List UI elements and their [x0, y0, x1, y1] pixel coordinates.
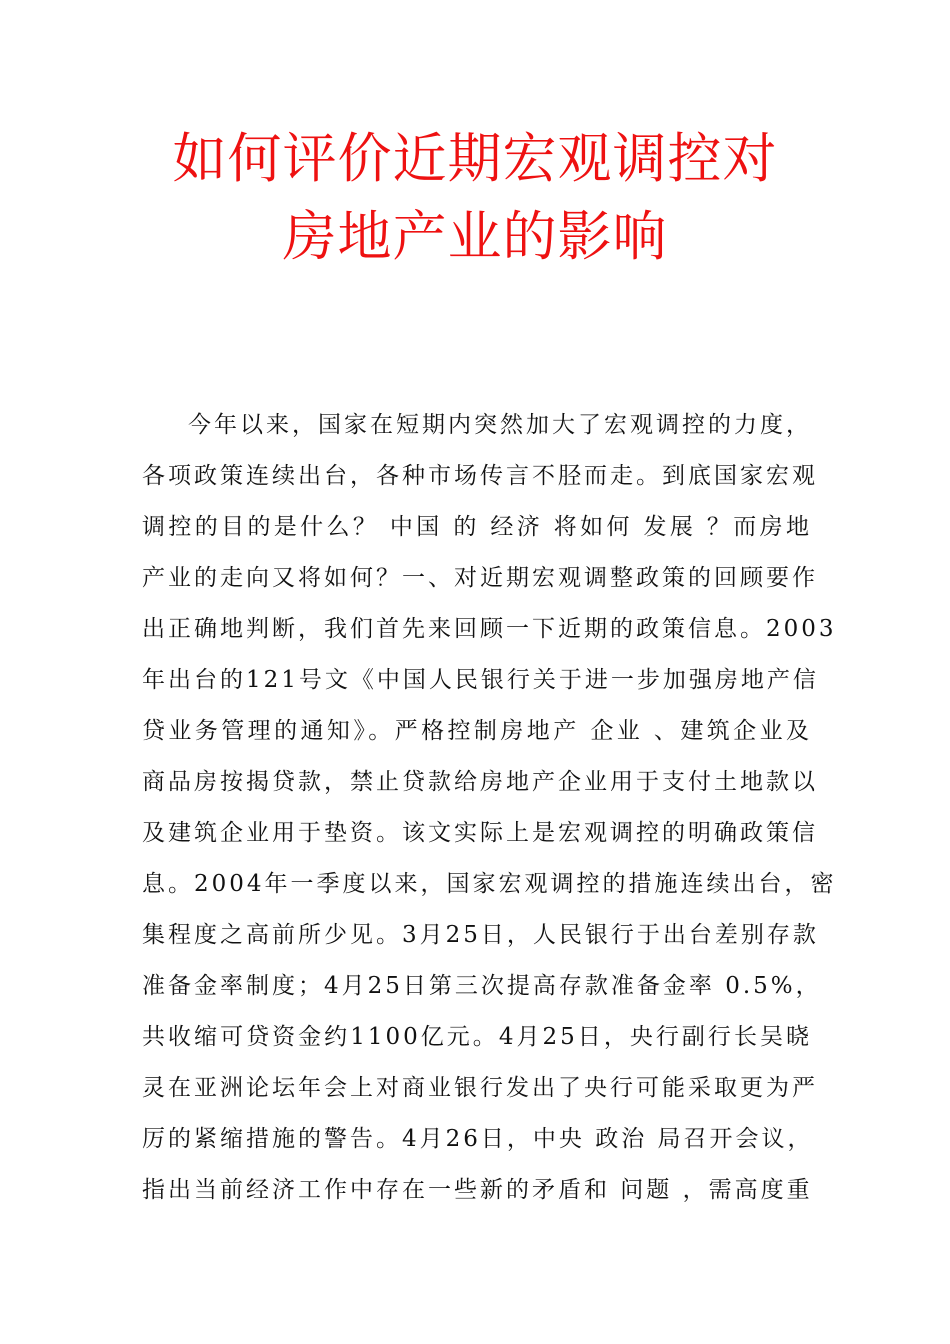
- paragraph-line: 指出当前经济工作中存在一些新的矛盾和 问题 ，需高度重: [142, 1177, 813, 1203]
- paragraph-line: 息。2004年一季度以来，国家宏观调控的措施连续出台，密: [142, 871, 837, 897]
- paragraph-line: 贷业务管理的通知》。严格控制房地产 企业 、建筑企业及: [142, 718, 812, 744]
- paragraph-line: 调控的目的是什么？ 中国 的 经济 将如何 发展 ？而房地: [142, 514, 812, 540]
- paragraph-line: 准备金率制度；4月25日第三次提高存款准备金率 0.5%，: [142, 973, 822, 999]
- title-line-2: 房地产业的影响: [282, 205, 668, 268]
- paragraph-line: 今年以来，国家在短期内突然加大了宏观调控的力度，: [188, 412, 812, 438]
- paragraph-line: 共收缩可贷资金约1100亿元。4月25日，央行副行长吴晓: [142, 1024, 812, 1050]
- paragraph-line: 厉的紧缩措施的警告。4月26日，中央 政治 局召开会议，: [142, 1126, 814, 1152]
- paragraph-line: 灵在亚洲论坛年会上对商业银行发出了央行可能采取更为严: [142, 1075, 818, 1101]
- paragraph-line: 及建筑企业用于垫资。该文实际上是宏观调控的明确政策信: [142, 820, 818, 846]
- body-paragraph: [142, 400, 837, 1216]
- document-title: [0, 120, 950, 276]
- paragraph-line: 各项政策连续出台，各种市场传言不胫而走。到底国家宏观: [142, 463, 818, 489]
- paragraph-line: 年出台的121号文《中国人民银行关于进一步加强房地产信: [142, 667, 819, 693]
- paragraph-line: 出正确地判断，我们首先来回顾一下近期的政策信息。2003: [142, 616, 837, 642]
- title-line-1: 如何评价近期宏观调控对: [172, 127, 778, 190]
- paragraph-line: 商品房按揭贷款，禁止贷款给房地产企业用于支付土地款以: [142, 769, 818, 795]
- paragraph-line: 集程度之高前所少见。3月25日，人民银行于出台差别存款: [142, 922, 819, 948]
- paragraph-line: 产业的走向又将如何？一、对近期宏观调整政策的回顾要作: [142, 565, 818, 591]
